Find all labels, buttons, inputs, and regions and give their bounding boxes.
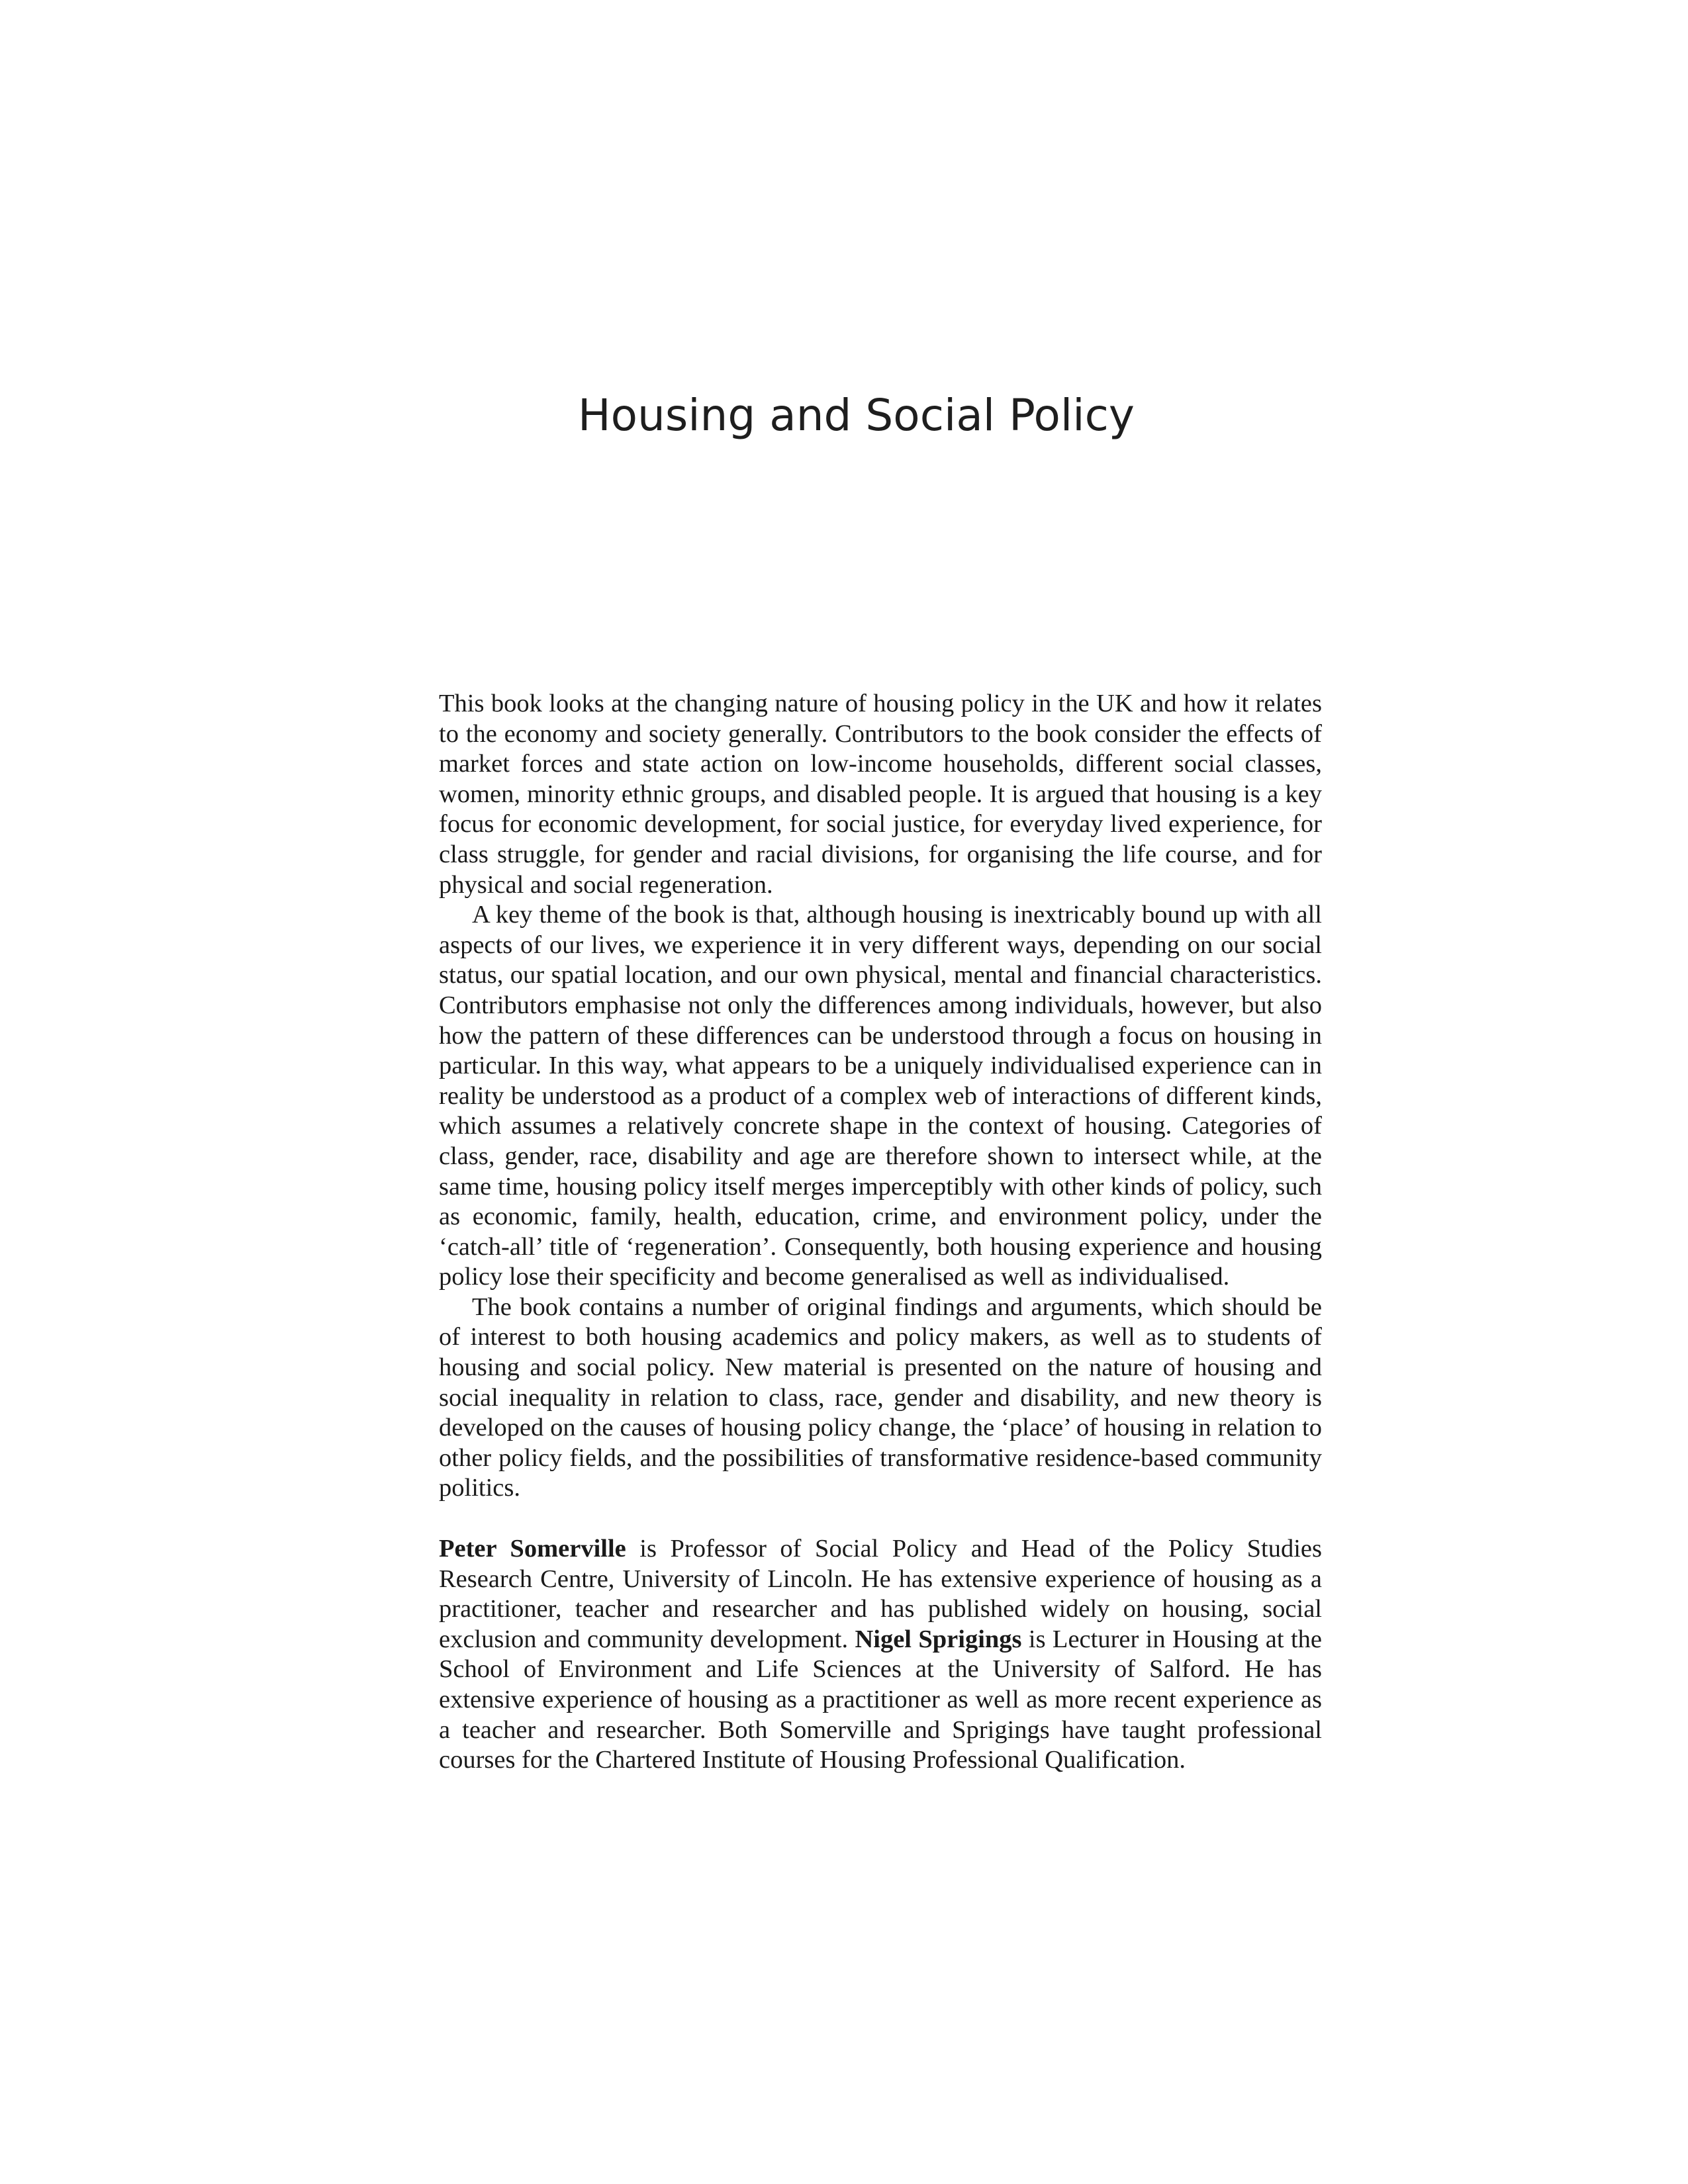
description-paragraph-2: A key theme of the book is that, although housing is inextricably bound up with all aspects of our lives, we experience it in very different ways, depending on our social status, our spatial location, and our own physical, mental and financial characteristics. Contributors emphasise not only the differences among individuals, however, but also how the pattern of these differences can be understood through a focus on housing in particular. In this way, what appears to be a uniquely individualised experience can in reality be understood as a product of a complex web of interactions of different kinds, which assumes a relatively concrete shape in the context of housing. Categories of class, gender, race, disability and age are therefore shown to intersect while, at the same time, housing policy itself merges imperceptibly with other kinds of policy, such as economic, family, health, education, crime, and environment policy, under the ‘catch-all’ title of ‘regeneration’. Consequently, both housing experience and housing policy lose their specificity and become generalised as well as individualised.: [439, 901, 1322, 1291]
author-name-sprigings: Nigel Sprigings: [855, 1625, 1022, 1653]
author-bio-somerville: is Professor of Social Policy and Head of the Policy Studies Research Centre, University of Lincoln. He has extensive experience of housing as a practitioner, teacher and researcher and has published widely on housing, social exclusion and community development.: [439, 1535, 1322, 1653]
author-name-somerville: Peter Somerville: [439, 1535, 626, 1563]
description-paragraph-1: This book looks at the changing nature of housing policy in the UK and how it relates to the economy and society generally. Contributors to the book consider the effects of market forces and state action on low-income households, different social classes, women, minority ethnic groups, and disabled people. It is argued that housing is a key focus for economic development, for social justice, for everyday lived experience, for class struggle, for gender and racial divisions, for organising the life course, and for physical and social regeneration.: [439, 690, 1322, 899]
description-paragraph-3: The book contains a number of original findings and arguments, which should be of interest to both housing academics and policy makers, as well as to students of housing and social policy. New material is presented on the nature of housing and social inequality in relation to class, race, gender and disability, and new theory is developed on the causes of housing policy change, the ‘place’ of housing in relation to other policy fields, and the possibilities of transformative residence-based community politics.: [439, 1293, 1322, 1502]
book-description: [439, 689, 1322, 1776]
author-bio-sprigings: is Lecturer in Housing at the School of Environment and Life Sciences at the University of Salford. He has extensive experience of housing as a practitioner as well as more recent experience as a teacher and researcher. Both Somerville and Sprigings have taught professional courses for the Chartered Institute of Housing Professional Qualification.: [439, 1625, 1322, 1774]
author-bio: [439, 1534, 1322, 1776]
book-title: Housing and Social Policy: [578, 390, 1135, 441]
